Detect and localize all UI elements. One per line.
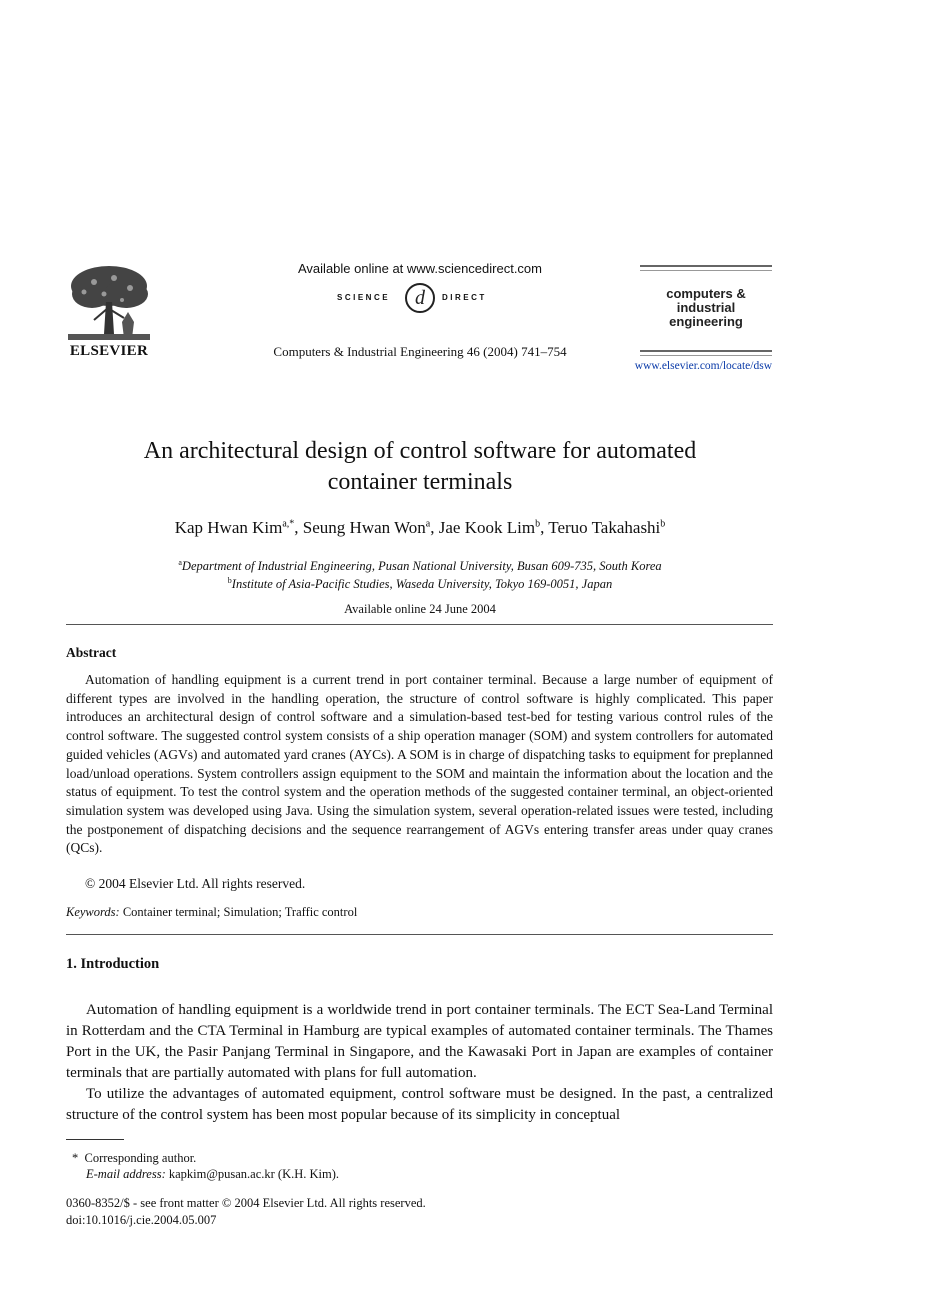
journal-logo-line: industrial (676, 300, 736, 315)
journal-logo-rule (640, 265, 772, 267)
author-name[interactable]: Teruo Takahashi (548, 518, 661, 537)
issn-line: 0360-8352/$ - see front matter © 2004 Elsevier Ltd. All rights reserved. (66, 1196, 426, 1210)
copyright-line: © 2004 Elsevier Ltd. All rights reserved. (85, 876, 306, 891)
keywords (66, 905, 357, 920)
abstract-heading: Abstract (66, 645, 117, 660)
footnote-corresponding (72, 1151, 196, 1166)
affiliation-text: Institute of Asia-Pacific Studies, Waseda University, Tokyo 169-0051, Japan (231, 577, 613, 592)
footnote-text: Corresponding author. (84, 1151, 197, 1165)
author-name[interactable]: Kap Hwan Kim (174, 518, 283, 537)
email-address[interactable]: kapkim@pusan.ac.kr (K.H. Kim). (168, 1167, 340, 1181)
sciencedirect-direct-text: DIRECT (442, 293, 487, 302)
journal-logo (640, 287, 772, 329)
svg-text:d: d (415, 287, 425, 309)
affiliation-mark: a (178, 558, 182, 567)
author-name[interactable]: Jae Kook Lim (438, 518, 536, 537)
doi-line[interactable]: doi:10.1016/j.cie.2004.05.007 (66, 1213, 217, 1227)
title-line: An architectural design of control software for automated (143, 438, 697, 464)
elsevier-tree-logo-icon (64, 264, 154, 342)
author-name[interactable]: Seung Hwan Won (302, 518, 426, 537)
journal-logo-line: engineering (669, 314, 743, 329)
title-line: container terminals (327, 469, 513, 495)
author-affil-mark: b (535, 518, 541, 530)
author-affil-mark: b (660, 518, 666, 530)
affiliation-mark: b (227, 576, 232, 585)
keywords-text: Container terminal; Simulation; Traffic control (122, 905, 358, 919)
affiliation-text: Department of Industrial Engineering, Pusan National University, Busan 609-735, South Korea (181, 559, 662, 574)
publisher-name: ELSEVIER (69, 343, 149, 359)
footnote-mark: * (72, 1151, 79, 1165)
keywords-label: Keywords: (66, 905, 120, 919)
author-list: Kap Hwan Kim$^{a,*}$, Seung Hwan Won$^a$, Jae Kook Lim$^b$, Teruo Takahashi$^b$ (174, 518, 666, 537)
sciencedirect-science-text: SCIENCE (337, 293, 391, 302)
journal-url-link[interactable]: www.elsevier.com/locate/dsw (634, 360, 772, 372)
journal-logo-rule (640, 350, 772, 352)
journal-logo-rule (640, 270, 772, 271)
author-affil-mark: a (425, 518, 431, 530)
journal-logo-rule (640, 355, 772, 356)
body-paragraph: Automation of handling equipment is a worldwide trend in port container terminals. The ECT Sea-Land Terminal in Rotterdam and the CTA Terminal in Hamburg are typical examples of automated container terminals. The Thames Port in the UK, the Pasir Panjang Terminal in Singapore, and the Kawasaki Port in Japan are examples of container terminals that are partially automated with plans for full automation. (66, 1002, 773, 1081)
journal-reference: Computers & Industrial Engineering 46 (2004) 741–754 (273, 344, 567, 359)
footnote-email (86, 1167, 339, 1182)
email-label: E-mail address: (86, 1167, 166, 1181)
journal-logo-line: computers & (666, 286, 746, 301)
section-heading: 1. Introduction (66, 956, 160, 972)
affiliation (60, 576, 780, 592)
article-title (60, 436, 780, 498)
affiliation (60, 558, 780, 574)
abstract-text: Automation of handling equipment is a current trend in port container terminal. Because a large number of equipment of different types are involved in the handling operation, the structure of control software is highly complicated. This paper introduces an architectural design of control software and a simulation-based test-bed for testing various control rules of the control software. The suggested control system consists of a ship operation manager (SOM) and system controllers for automated guided vehicles (AGVs) and automated yard cranes (AYCs). A SOM is in charge of dispatching tasks to equipment for preplanned load/unload operations. System controllers assign equipment to the SOM and maintain the information about the location and the status of equipment. To test the control system and the operation methods of the suggested container terminal, an object-oriented simulation system was developed using Java. Using the simulation system, several operation-related issues were tested, including the postponement of dispatching decisions and the sequence rearrangement of AGVs entering transfer areas under quay cranes (QCs). (66, 672, 773, 856)
available-online-text: Available online at www.sciencedirect.com (298, 261, 542, 276)
body-paragraph: To utilize the advantages of automated equipment, control software must be designed. In the past, a centralized structure of the control system has been most popular because of its simplicity in conceptual (66, 1086, 773, 1123)
footnote-rule (66, 1139, 124, 1140)
author-affil-mark: a,* (282, 518, 295, 530)
divider (66, 624, 773, 625)
sciencedirect-at-icon (402, 279, 438, 315)
available-date: Available online 24 June 2004 (344, 602, 496, 616)
divider (66, 934, 773, 935)
